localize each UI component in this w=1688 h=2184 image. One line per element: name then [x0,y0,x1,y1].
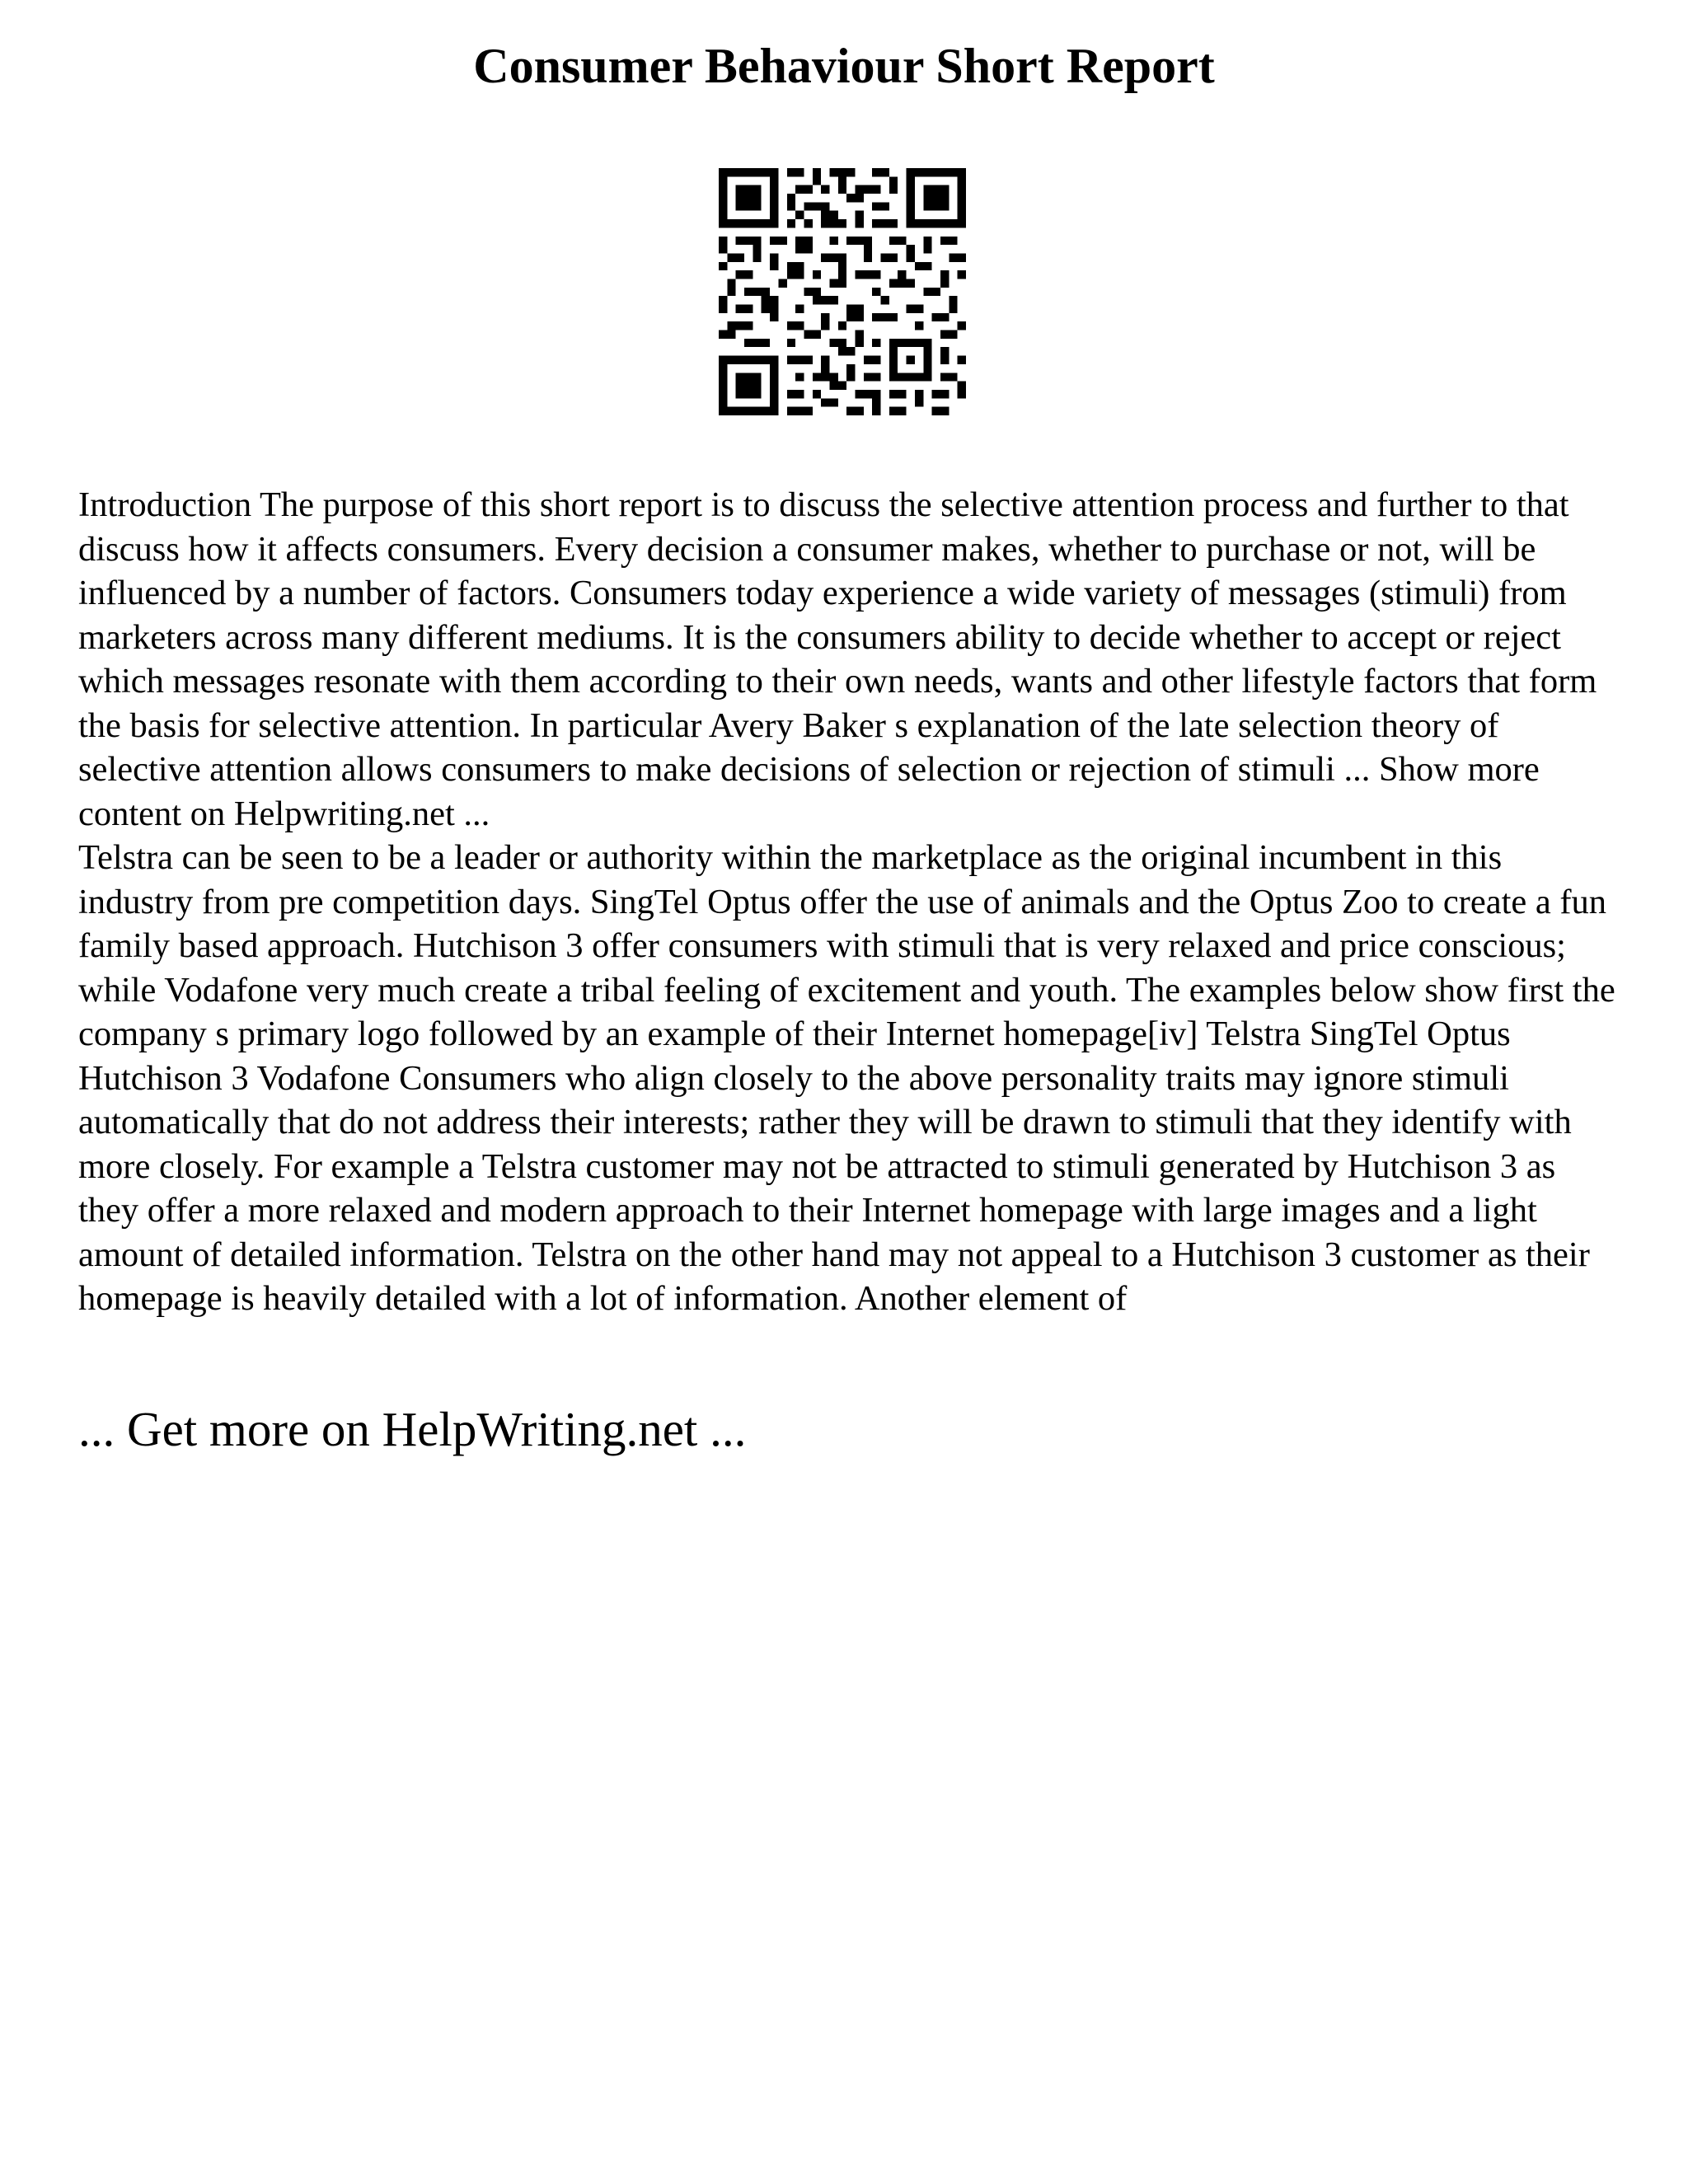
report-body [78,483,1620,1321]
paragraph-introduction: Introduction The purpose of this short report is to discuss the selective attention process and further to that discuss how it affects consumers. Every decision a consumer makes, whether to purchase or not, will be influenced by a number of factors. Consumers today experience a wide variety of messages (stimuli) from marketers across many different mediums. It is the consumers ability to decide whether to accept or reject which messages resonate with them according to their own needs, wants and other lifestyle factors that form the basis for selective attention. In particular Avery Baker s explanation of the late selection theory of selective attention allows consumers to make decisions of selection or rejection of stimuli ... Show more content on Helpwriting.net ... [78,485,1597,833]
qr-code-icon[interactable] [719,168,966,415]
get-more-link[interactable]: ... Get more on HelpWriting.net ... [78,1402,747,1456]
document-title: Consumer Behaviour Short Report [473,39,1215,93]
paragraph-telstra: Telstra can be seen to be a leader or authority within the marketplace as the original incumbent in this industry from pre competition days. SingTel Optus offer the use of animals and the Optus Zoo to create a fun family based approach. Hutchison 3 offer consumers with stimuli that is very relaxed and price conscious; while Vodafone very much create a tribal feeling of excitement and youth. The examples below show first the company s primary logo followed by an example of their Internet homepage[iv] Telstra SingTel Optus Hutchison 3 Vodafone Consumers who align closely to the above personality traits may ignore stimuli automatically that do not address their interests; rather they will be drawn to stimuli that they identify with more closely. For example a Telstra customer may not be attracted to stimuli generated by Hutchison 3 as they offer a more relaxed and modern approach to their Internet homepage with large images and a light amount of detailed information. Telstra on the other hand may not appeal to a Hutchison 3 customer as their homepage is heavily detailed with a lot of information. Another element of [78,838,1615,1318]
